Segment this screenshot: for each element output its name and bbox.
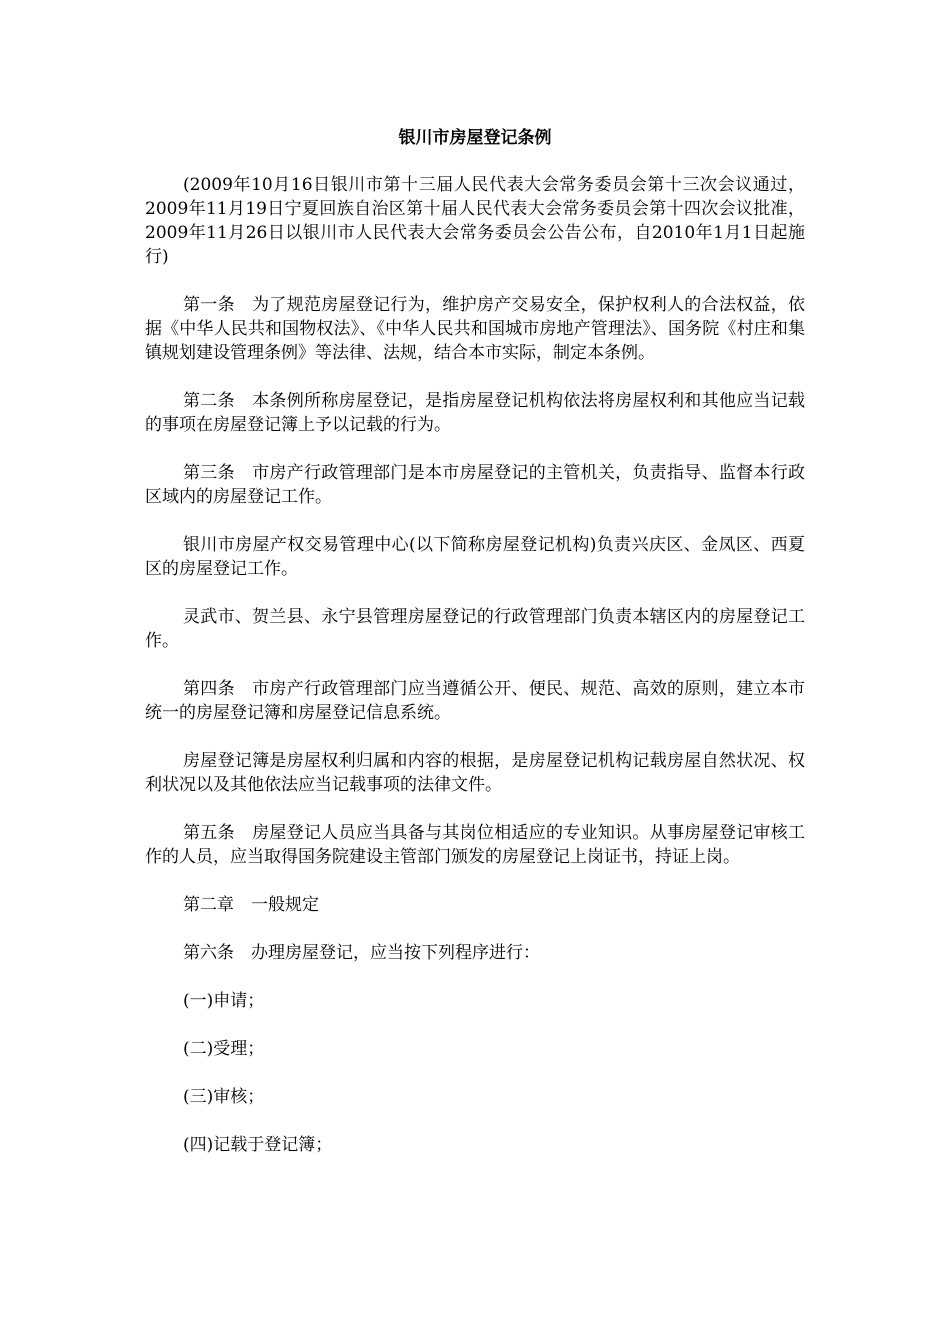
paragraph-article-1: 第一条 为了规范房屋登记行为，维护房产交易安全，保护权利人的合法权益，依据《中华人民共和国物权法》、《中华人民共和国城市房地产管理法》、国务院《村庄和集镇规划建设管理条例》等法律、法规，结合本市实际，制定本条例。 bbox=[145, 295, 805, 363]
list-item: (四)记载于登记簿； bbox=[183, 1135, 333, 1155]
paragraph-article-3: 第三条 市房产行政管理部门是本市房屋登记的主管机关，负责指导、监督本行政区域内的房屋登记工作。 bbox=[145, 463, 805, 507]
chapter-heading: 第二章 一般规定 bbox=[183, 895, 319, 915]
list-item: (三)审核； bbox=[183, 1087, 265, 1107]
paragraph-article-3-clause-3: 灵武市、贺兰县、永宁县管理房屋登记的行政管理部门负责本辖区内的房屋登记工作。 bbox=[145, 607, 805, 651]
paragraph-article-3-clause-2: 银川市房屋产权交易管理中心(以下简称房屋登记机构)负责兴庆区、金凤区、西夏区的房屋登记工作。 bbox=[145, 535, 805, 579]
paragraph-preamble: (2009年10月16日银川市第十三届人民代表大会常务委员会第十三次会议通过，2009年11月19日宁夏回族自治区第十届人民代表大会常务委员会第十四次会议批准，2009年11月26日以银川市人民代表大会常务委员会公告公布，自2010年1月1日起施行) bbox=[145, 175, 805, 267]
list-item: (二)受理； bbox=[183, 1039, 265, 1059]
document-title: 银川市房屋登记条例 bbox=[398, 128, 552, 148]
paragraph-article-2: 第二条 本条例所称房屋登记，是指房屋登记机构依法将房屋权利和其他应当记载的事项在房屋登记簿上予以记载的行为。 bbox=[145, 391, 805, 435]
paragraph-article-5: 第五条 房屋登记人员应当具备与其岗位相适应的专业知识。从事房屋登记审核工作的人员，应当取得国务院建设主管部门颁发的房屋登记上岗证书，持证上岗。 bbox=[145, 823, 805, 867]
list-item: (一)申请； bbox=[183, 991, 265, 1011]
document-body bbox=[145, 173, 805, 1181]
paragraph-article-4-clause-2: 房屋登记簿是房屋权利归属和内容的根据，是房屋登记机构记载房屋自然状况、权利状况以及其他依法应当记载事项的法律文件。 bbox=[145, 751, 805, 795]
paragraph-article-4: 第四条 市房产行政管理部门应当遵循公开、便民、规范、高效的原则，建立本市统一的房屋登记簿和房屋登记信息系统。 bbox=[145, 679, 805, 723]
paragraph-article-6: 第六条 办理房屋登记，应当按下列程序进行： bbox=[183, 943, 540, 963]
